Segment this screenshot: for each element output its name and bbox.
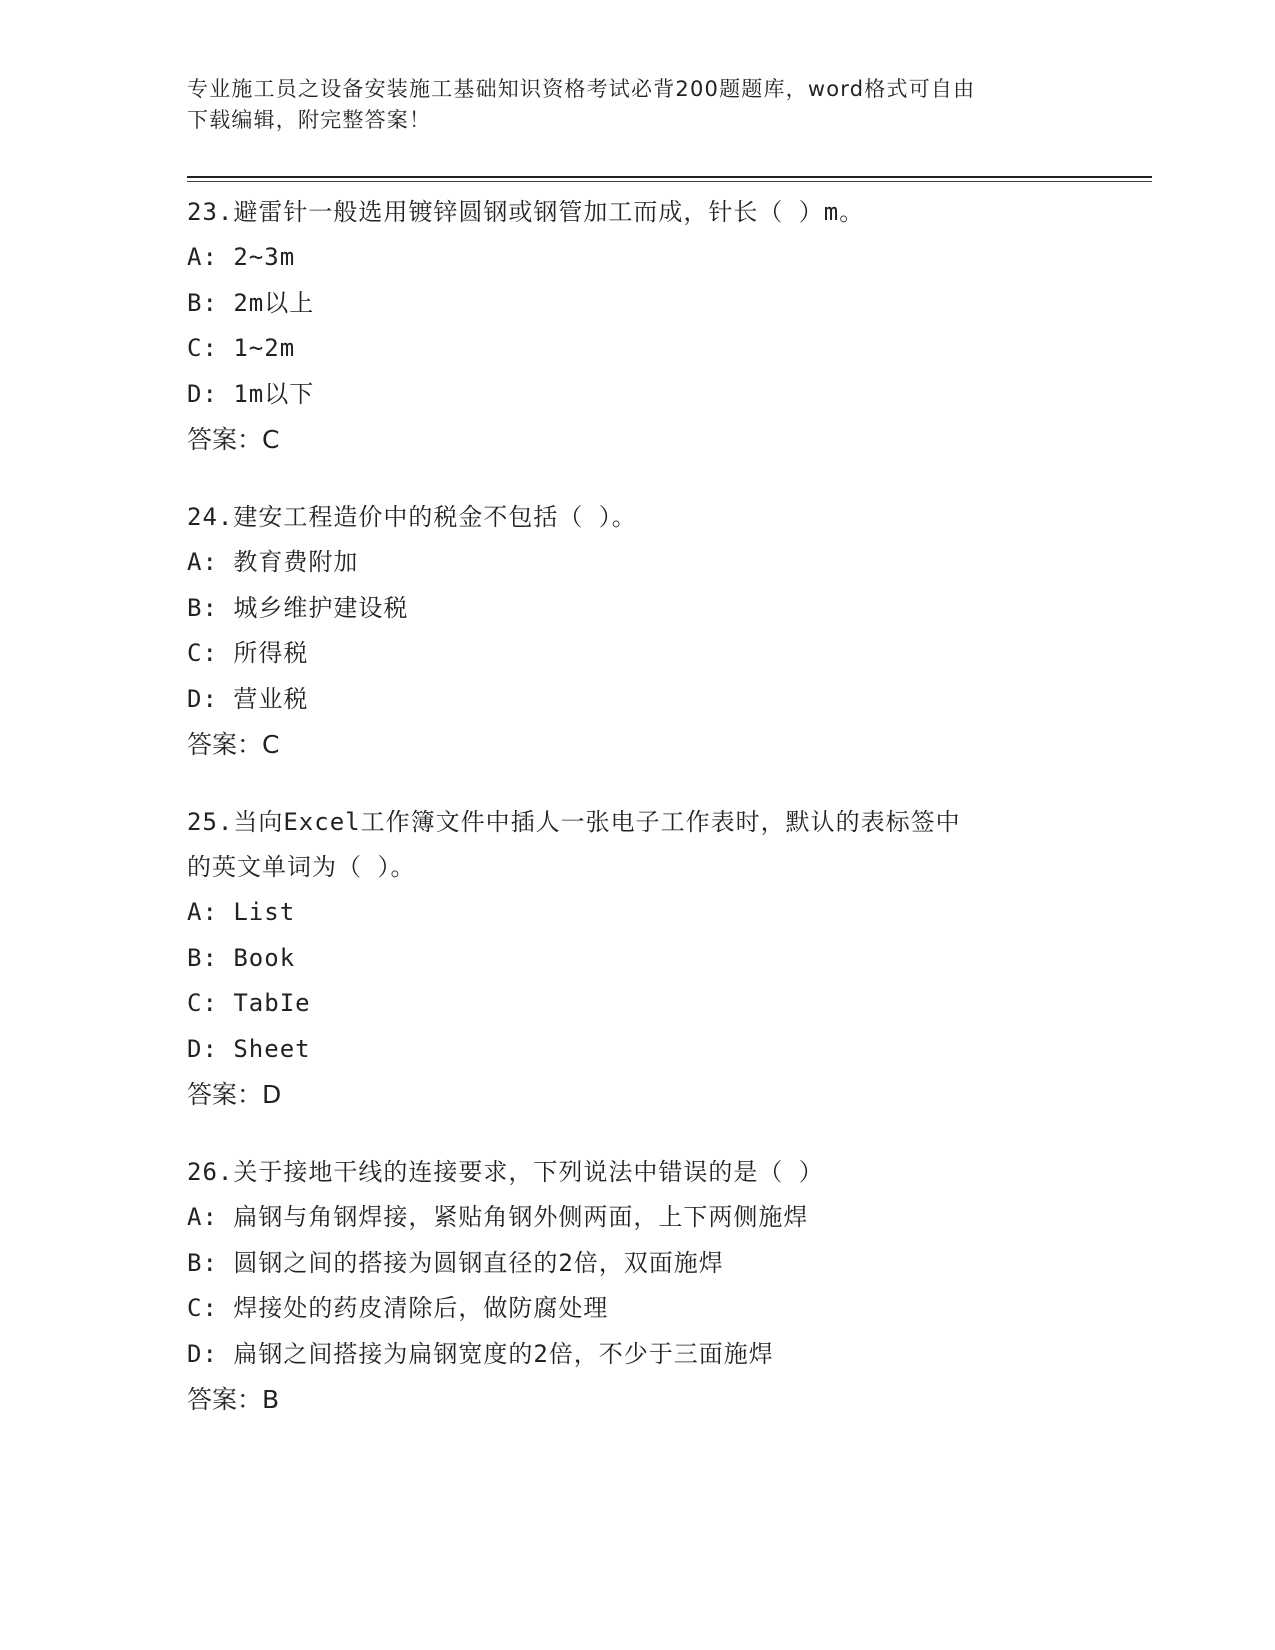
option-a: A: List xyxy=(187,898,296,926)
header-line-1: 专业施工员之设备安装施工基础知识资格考试必背200题题库，word格式可自由 xyxy=(187,77,976,101)
document-header xyxy=(187,74,1087,136)
question-stem: 23.避雷针一般选用镀锌圆钢或钢管加工而成，针长（ ）m。 xyxy=(187,198,865,226)
answer-label: 答案：C xyxy=(187,425,280,454)
answer-label: 答案：D xyxy=(187,1080,282,1109)
option-c: C: TabIe xyxy=(187,989,311,1017)
option-b: B: 城乡维护建设税 xyxy=(187,593,409,622)
question-stem-line-2: 的英文单词为（ ）。 xyxy=(187,853,416,881)
question-stem: 26.关于接地干线的连接要求，下列说法中错误的是（ ） xyxy=(187,1158,824,1186)
option-b: B: 2m以上 xyxy=(187,288,315,317)
option-c: C: 1~2m xyxy=(187,334,296,362)
header-divider-thin xyxy=(187,181,1152,182)
header-divider-thick xyxy=(187,176,1152,178)
option-d: D: 扁钢之间搭接为扁钢宽度的2倍，不少于三面施焊 xyxy=(187,1339,774,1368)
question-stem: 24.建安工程造价中的税金不包括（ ）。 xyxy=(187,503,637,531)
option-d: D: 营业税 xyxy=(187,684,309,713)
option-c: C: 所得税 xyxy=(187,639,309,667)
header-line-2: 下载编辑，附完整答案！ xyxy=(187,108,432,132)
option-c: C: 焊接处的药皮清除后，做防腐处理 xyxy=(187,1294,609,1322)
question-26 xyxy=(187,1150,1087,1422)
question-list xyxy=(187,190,1087,1455)
option-a: A: 教育费附加 xyxy=(187,548,359,576)
question-25 xyxy=(187,800,1087,1117)
option-d: D: 1m以下 xyxy=(187,379,315,408)
question-24 xyxy=(187,495,1087,767)
answer-label: 答案：B xyxy=(187,1385,280,1414)
question-23 xyxy=(187,190,1087,462)
option-d: D: Sheet xyxy=(187,1034,311,1063)
option-b: B: 圆钢之间的搭接为圆钢直径的2倍，双面施焊 xyxy=(187,1248,724,1277)
answer-label: 答案：C xyxy=(187,730,280,759)
question-stem-line-1: 25.当向Excel工作簿文件中插人一张电子工作表时，默认的表标签中 xyxy=(187,808,961,836)
option-a: A: 扁钢与角钢焊接，紧贴角钢外侧两面，上下两侧施焊 xyxy=(187,1203,809,1231)
option-b: B: Book xyxy=(187,943,296,972)
option-a: A: 2~3m xyxy=(187,243,296,271)
